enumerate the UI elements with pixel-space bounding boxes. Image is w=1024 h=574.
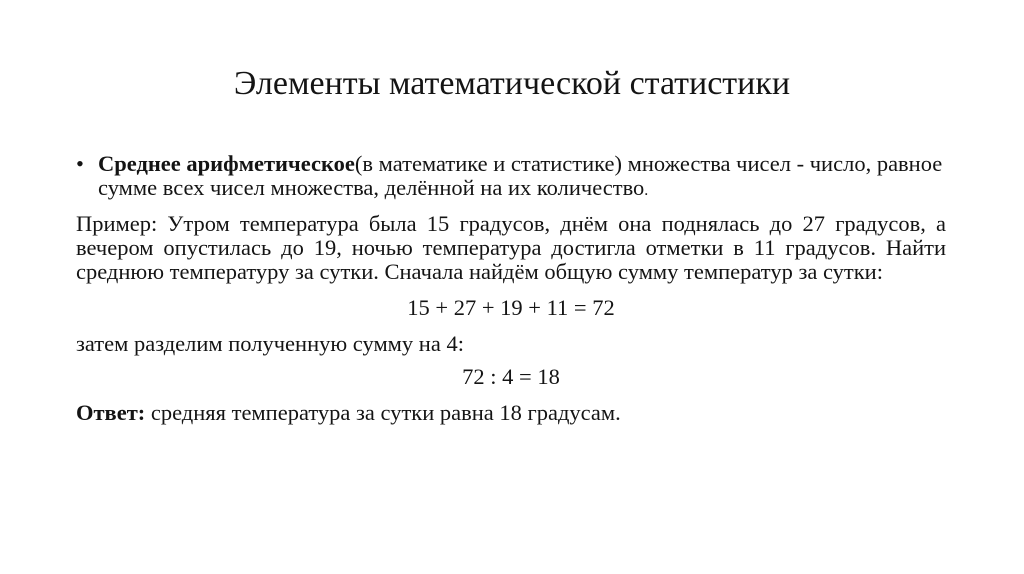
sum-formula: 15 + 27 + 19 + 11 = 72 (407, 295, 615, 320)
divide-text: затем разделим полученную сумму на 4: (76, 331, 464, 356)
definition-term: Среднее арифметическое (98, 151, 355, 176)
answer-line (76, 401, 946, 425)
bullet-dot-icon: • (76, 151, 84, 176)
definition-bullet (76, 152, 946, 203)
example-paragraph: Пример: Утром температура была 15 градусов, днём она поднялась до 27 градусов, а вечером опустилась до 19, ночью температура достигла отметки в 11 градусов. Найти среднюю температуру за сутки. Сначала найдём общую сумму температур за сутки: (76, 211, 946, 284)
slide-title: Элементы математической статистики (233, 65, 791, 102)
definition-rest: (в математике и статистике) множества чисел - число, равное сумме всех чисел множества, делённой на их количество (98, 151, 943, 200)
slide-content (76, 152, 946, 425)
definition-text (98, 152, 946, 203)
definition-period: . (644, 182, 649, 199)
answer-text: средняя температура за сутки равна 18 градусам. (145, 400, 621, 425)
answer-label: Ответ: (76, 400, 146, 425)
division-formula: 72 : 4 = 18 (462, 364, 560, 389)
